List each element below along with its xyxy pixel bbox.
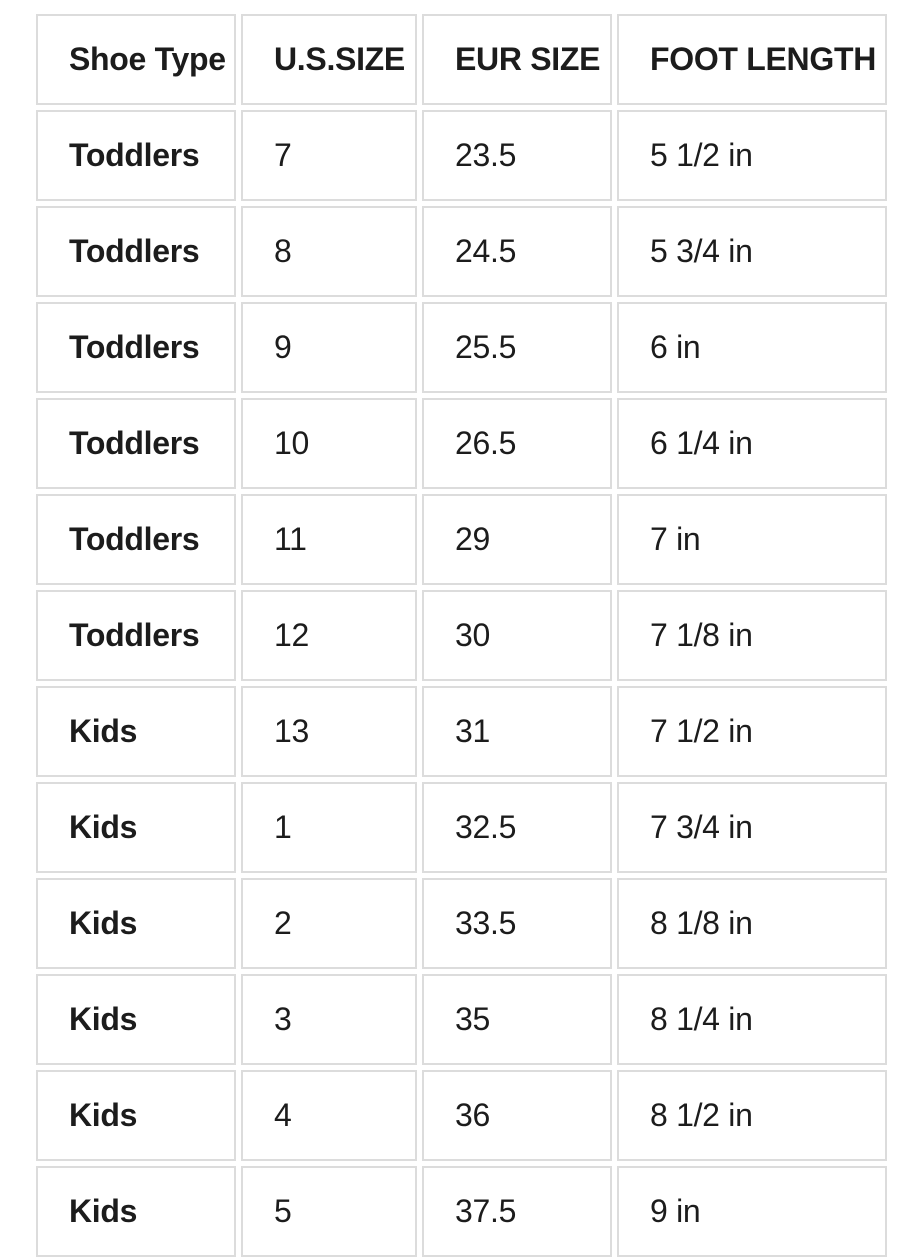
cell-eur-size: 30 bbox=[422, 590, 612, 681]
cell-foot-length: 8 1/2 in bbox=[617, 1070, 887, 1161]
cell-foot-length: 6 1/4 in bbox=[617, 398, 887, 489]
cell-eur-size: 32.5 bbox=[422, 782, 612, 873]
shoe-size-chart-table bbox=[36, 14, 887, 1257]
column-header-shoe-type: Shoe Type bbox=[36, 14, 236, 105]
cell-eur-size: 37.5 bbox=[422, 1166, 612, 1257]
cell-eur-size: 24.5 bbox=[422, 206, 612, 297]
cell-shoe-type: Kids bbox=[36, 1166, 236, 1257]
cell-foot-length: 7 in bbox=[617, 494, 887, 585]
cell-us-size: 3 bbox=[241, 974, 417, 1065]
column-header-eur-size: EUR SIZE bbox=[422, 14, 612, 105]
cell-foot-length: 9 in bbox=[617, 1166, 887, 1257]
cell-foot-length: 7 3/4 in bbox=[617, 782, 887, 873]
cell-foot-length: 5 1/2 in bbox=[617, 110, 887, 201]
cell-us-size: 10 bbox=[241, 398, 417, 489]
cell-shoe-type: Kids bbox=[36, 1070, 236, 1161]
cell-eur-size: 35 bbox=[422, 974, 612, 1065]
cell-eur-size: 25.5 bbox=[422, 302, 612, 393]
cell-us-size: 7 bbox=[241, 110, 417, 201]
cell-shoe-type: Toddlers bbox=[36, 110, 236, 201]
cell-shoe-type: Toddlers bbox=[36, 590, 236, 681]
cell-shoe-type: Toddlers bbox=[36, 398, 236, 489]
cell-shoe-type: Toddlers bbox=[36, 302, 236, 393]
cell-foot-length: 7 1/8 in bbox=[617, 590, 887, 681]
column-header-foot-length: FOOT LENGTH bbox=[617, 14, 887, 105]
cell-foot-length: 5 3/4 in bbox=[617, 206, 887, 297]
cell-foot-length: 6 in bbox=[617, 302, 887, 393]
cell-us-size: 5 bbox=[241, 1166, 417, 1257]
cell-us-size: 2 bbox=[241, 878, 417, 969]
cell-shoe-type: Kids bbox=[36, 974, 236, 1065]
cell-shoe-type: Kids bbox=[36, 686, 236, 777]
cell-foot-length: 7 1/2 in bbox=[617, 686, 887, 777]
cell-us-size: 9 bbox=[241, 302, 417, 393]
cell-shoe-type: Kids bbox=[36, 878, 236, 969]
cell-eur-size: 26.5 bbox=[422, 398, 612, 489]
cell-us-size: 11 bbox=[241, 494, 417, 585]
cell-us-size: 13 bbox=[241, 686, 417, 777]
cell-eur-size: 36 bbox=[422, 1070, 612, 1161]
cell-eur-size: 29 bbox=[422, 494, 612, 585]
cell-us-size: 1 bbox=[241, 782, 417, 873]
cell-eur-size: 31 bbox=[422, 686, 612, 777]
cell-shoe-type: Toddlers bbox=[36, 206, 236, 297]
cell-shoe-type: Toddlers bbox=[36, 494, 236, 585]
column-header-us-size: U.S.SIZE bbox=[241, 14, 417, 105]
cell-foot-length: 8 1/4 in bbox=[617, 974, 887, 1065]
cell-us-size: 4 bbox=[241, 1070, 417, 1161]
cell-us-size: 8 bbox=[241, 206, 417, 297]
cell-us-size: 12 bbox=[241, 590, 417, 681]
cell-eur-size: 23.5 bbox=[422, 110, 612, 201]
cell-foot-length: 8 1/8 in bbox=[617, 878, 887, 969]
cell-shoe-type: Kids bbox=[36, 782, 236, 873]
cell-eur-size: 33.5 bbox=[422, 878, 612, 969]
